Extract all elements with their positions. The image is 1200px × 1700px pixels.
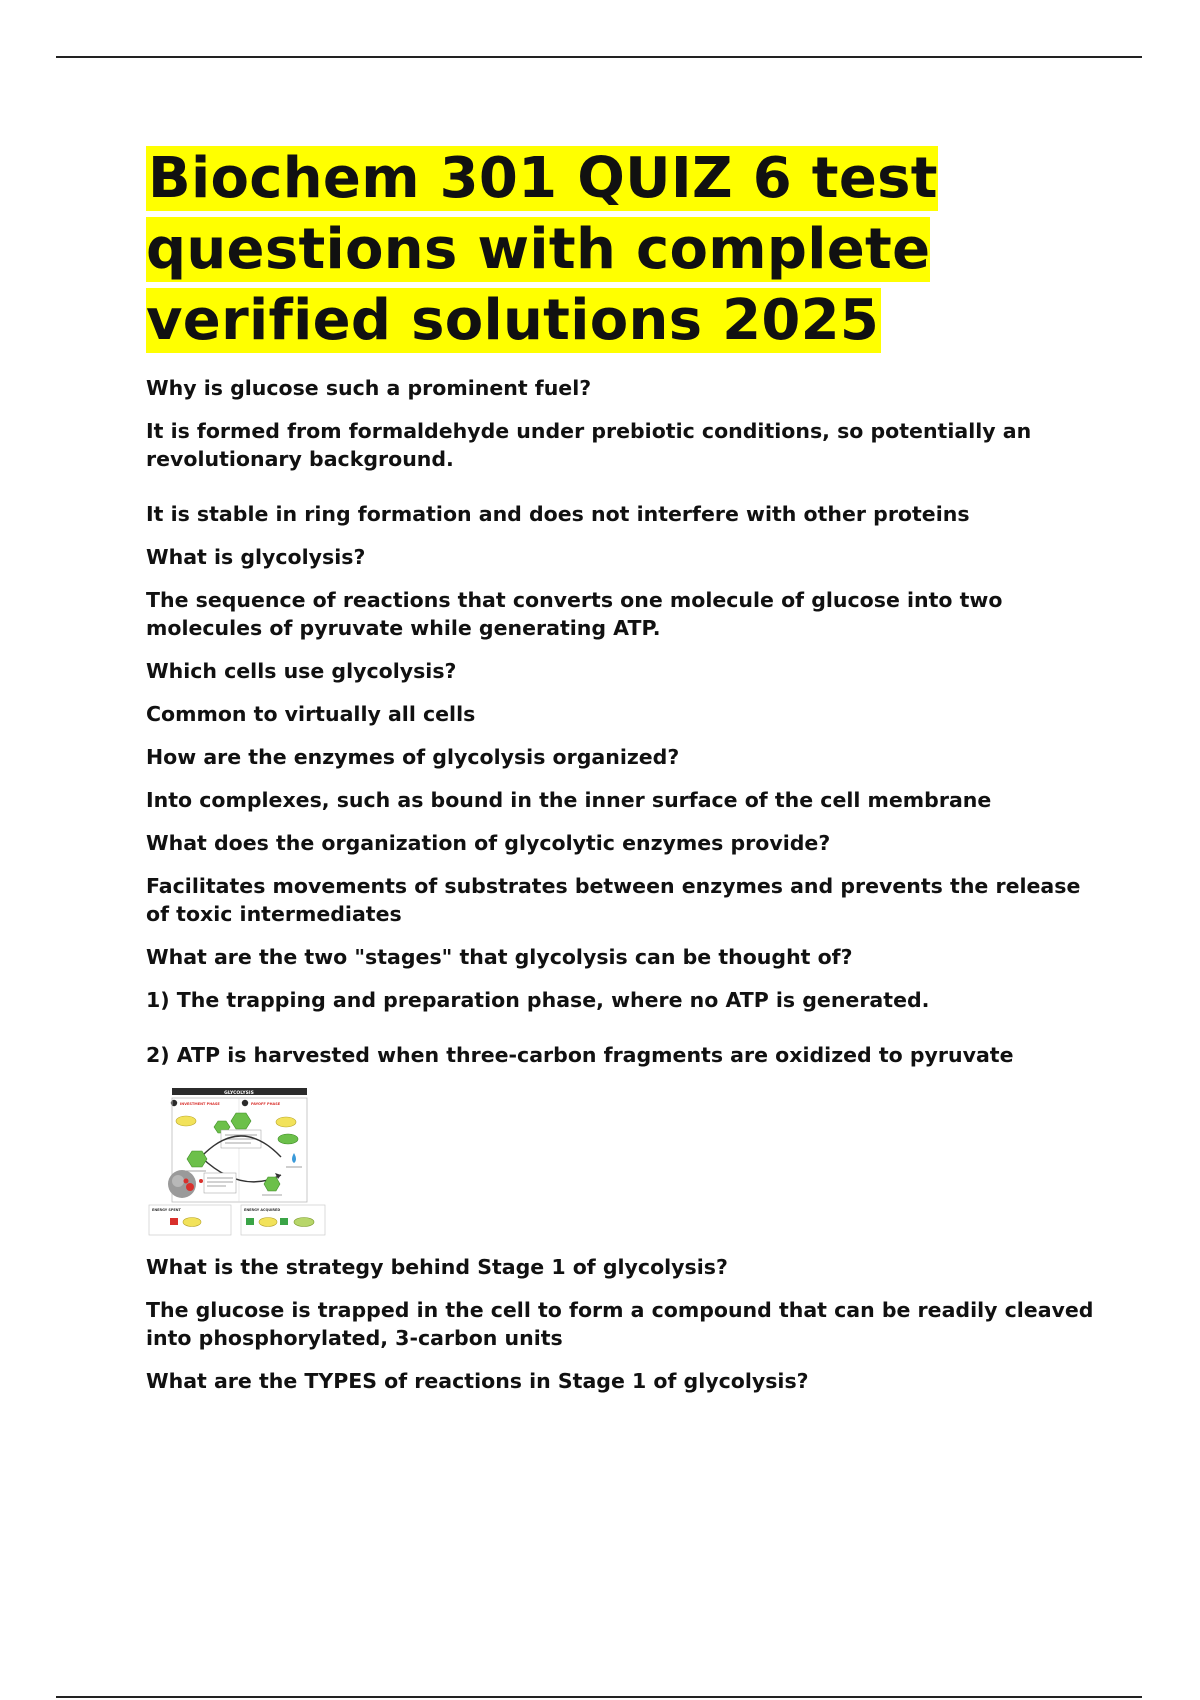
diagram-right-phase-label: PAYOFF PHASE: [251, 1102, 281, 1106]
qa-list: [146, 374, 1096, 1395]
document-body: [146, 143, 1096, 1395]
answer-2: The sequence of reactions that converts one molecule of glucose into two molecules of pyruvate while generating ATP.: [146, 588, 1003, 640]
answer-5: Facilitates movements of substrates between enzymes and prevents the release of toxic intermediates: [146, 874, 1081, 926]
document-title: [146, 143, 1096, 356]
question-3: Which cells use glycolysis?: [146, 659, 457, 683]
answer-3: Common to virtually all cells: [146, 702, 476, 726]
answer-1b: It is stable in ring formation and does not interfere with other proteins: [146, 502, 970, 526]
question-4: How are the enzymes of glycolysis organized?: [146, 745, 680, 769]
question-8: What are the TYPES of reactions in Stage 1 of glycolysis?: [146, 1369, 809, 1393]
diagram-caption: GLYCOLYSIS: [224, 1091, 254, 1096]
document-title-highlight: Biochem 301 QUIZ 6 test questions with complete verified solutions 2025: [146, 146, 938, 353]
question-1: Why is glucose such a prominent fuel?: [146, 376, 592, 400]
answer-7: The glucose is trapped in the cell to form a compound that can be readily cleaved into phosphorylated, 3-carbon units: [146, 1298, 1094, 1350]
question-7: What is the strategy behind Stage 1 of glycolysis?: [146, 1255, 728, 1279]
bottom-rule: [56, 1696, 1142, 1698]
glycolysis-diagram-svg: [146, 1085, 328, 1237]
top-rule: [56, 56, 1142, 58]
question-2: What is glycolysis?: [146, 545, 366, 569]
question-5: What does the organization of glycolytic enzymes provide?: [146, 831, 831, 855]
glycolysis-diagram-image: [146, 1085, 328, 1237]
diagram-left-phase-label: INVESTMENT PHASE: [180, 1102, 220, 1106]
answer-4: Into complexes, such as bound in the inner surface of the cell membrane: [146, 788, 992, 812]
answer-6a: 1) The trapping and preparation phase, where no ATP is generated.: [146, 988, 930, 1012]
energy-acquired-label: ENERGY ACQUIRED: [244, 1208, 281, 1212]
question-6: What are the two "stages" that glycolysis can be thought of?: [146, 945, 853, 969]
answer-1a: It is formed from formaldehyde under prebiotic conditions, so potentially an revolutionary background.: [146, 419, 1032, 471]
energy-spent-label: ENERGY SPENT: [152, 1208, 181, 1212]
answer-6b: 2) ATP is harvested when three-carbon fragments are oxidized to pyruvate: [146, 1043, 1014, 1067]
